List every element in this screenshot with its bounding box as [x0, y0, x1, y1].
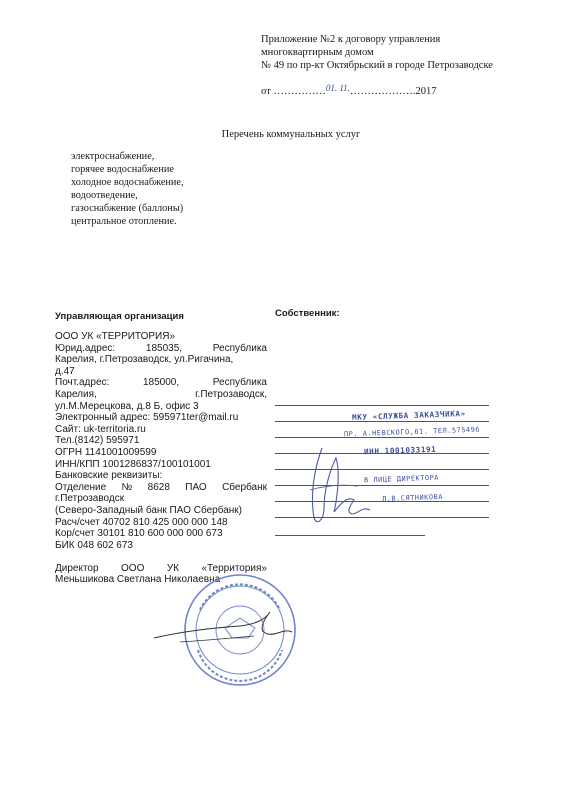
bank-branch-word: 8628 — [147, 481, 170, 493]
legal-address-region: Республика — [212, 342, 267, 354]
postal-address-line-2 — [55, 389, 267, 401]
legal-address-line-2: Карелия, г.Петрозаводск, ул.Ригачина, — [55, 354, 234, 366]
director-name: Меньшикова Светлана Николаевна — [55, 574, 221, 586]
appendix-subtitle: многоквартирным домом — [261, 47, 374, 58]
owner-heading: Собственник: — [275, 308, 340, 319]
bik-line: БИК 048 602 673 — [55, 539, 133, 551]
owner-stamp-line: В ЛИЦЕ ДИРЕКТОРА — [363, 473, 440, 485]
owner-line — [275, 405, 489, 406]
service-item: электроснабжение, — [71, 151, 155, 162]
postal-address-region: Республика — [212, 377, 267, 389]
postal-address-city: г.Петрозаводск, — [195, 388, 267, 400]
director-signature-icon — [150, 602, 300, 652]
date-line — [261, 85, 437, 98]
appendix-address: № 49 по пр-кт Октябрьский в городе Петрозаводске — [261, 60, 493, 71]
legal-address-label: Юрид.адрес: — [55, 342, 116, 354]
director-word: «Территория» — [201, 562, 267, 574]
ogrn-line: ОГРН 1141001009599 — [55, 446, 157, 458]
inn-kpp-line: ИНН/КПП 1001286837/100101001 — [55, 458, 211, 470]
organization-details — [55, 331, 267, 586]
website-line: Сайт: uk-territoria.ru — [55, 423, 146, 435]
postal-address-label: Почт.адрес: — [55, 377, 110, 389]
bank-name-line: (Северо-Западный банк ПАО Сбербанк) — [55, 504, 242, 516]
bank-branch-word: ПАО — [185, 481, 207, 493]
owner-stamp-line: ИНН 1001033191 — [363, 444, 437, 457]
owner-stamp-line: ПР. А.НЕВСКОГО,61. ТЕЛ.575496 — [343, 425, 481, 439]
director-word: ООО — [121, 562, 145, 574]
bank-branch-line — [55, 482, 267, 494]
services-title: Перечень коммунальных услуг — [221, 129, 361, 140]
owner-stamp-line: МКУ «СЛУЖБА ЗАКАЗЧИКА» — [351, 409, 466, 422]
bank-heading: Банковские реквизиты: — [55, 470, 163, 482]
owner-signature-line — [275, 535, 425, 536]
account-line: Расч/счет 40702 810 425 000 000 148 — [55, 516, 228, 528]
appendix-title: Приложение №2 к договору управления — [261, 34, 441, 45]
director-word: Директор — [55, 562, 99, 574]
management-org-heading: Управляющая организация — [55, 311, 184, 322]
phone-line: Тел.(8142) 595971 — [55, 435, 140, 447]
email-line: Электронный адрес: 595971ter@mail.ru — [55, 412, 239, 424]
owner-line — [275, 437, 489, 438]
postal-address-line — [55, 377, 267, 389]
owner-signature-icon — [300, 440, 380, 530]
legal-address-line — [55, 343, 267, 355]
service-item: горячее водоснабжение — [71, 164, 174, 175]
director-word: УК — [166, 562, 179, 574]
spacer — [55, 551, 267, 563]
bank-branch-word: Сбербанк — [222, 481, 267, 493]
owner-stamp-line: Л.В.СЯТНИКОВА — [381, 492, 444, 504]
postal-address-zip: 185000, — [142, 377, 180, 389]
legal-address-line-3: д.47 — [55, 365, 75, 377]
date-dots-left: …………… — [273, 86, 326, 97]
service-item: центральное отопление. — [71, 216, 177, 227]
date-handwritten: 01. 11. — [325, 83, 350, 93]
corr-account-line: Кор/счет 30101 810 600 000 000 673 — [55, 528, 223, 540]
date-prefix: от — [261, 86, 274, 97]
service-item: водоотведение, — [71, 190, 138, 201]
service-item: газоснабжение (баллоны) — [71, 203, 184, 214]
bank-branch-word: Отделение — [55, 481, 107, 493]
bank-city-line: г.Петрозаводск — [55, 493, 125, 505]
date-dots-right: ……………….2017 — [349, 86, 437, 97]
postal-address-region-2: Карелия, — [55, 388, 97, 400]
owner-line — [275, 421, 489, 422]
postal-address-line-3: ул.М.Мерецкова, д.8 Б, офис 3 — [55, 400, 199, 412]
legal-address-zip: 185035, — [145, 342, 183, 354]
service-item: холодное водоснабжение, — [71, 177, 184, 188]
company-name: ООО УК «ТЕРРИТОРИЯ» — [55, 331, 176, 342]
bank-branch-word: № — [121, 481, 133, 493]
